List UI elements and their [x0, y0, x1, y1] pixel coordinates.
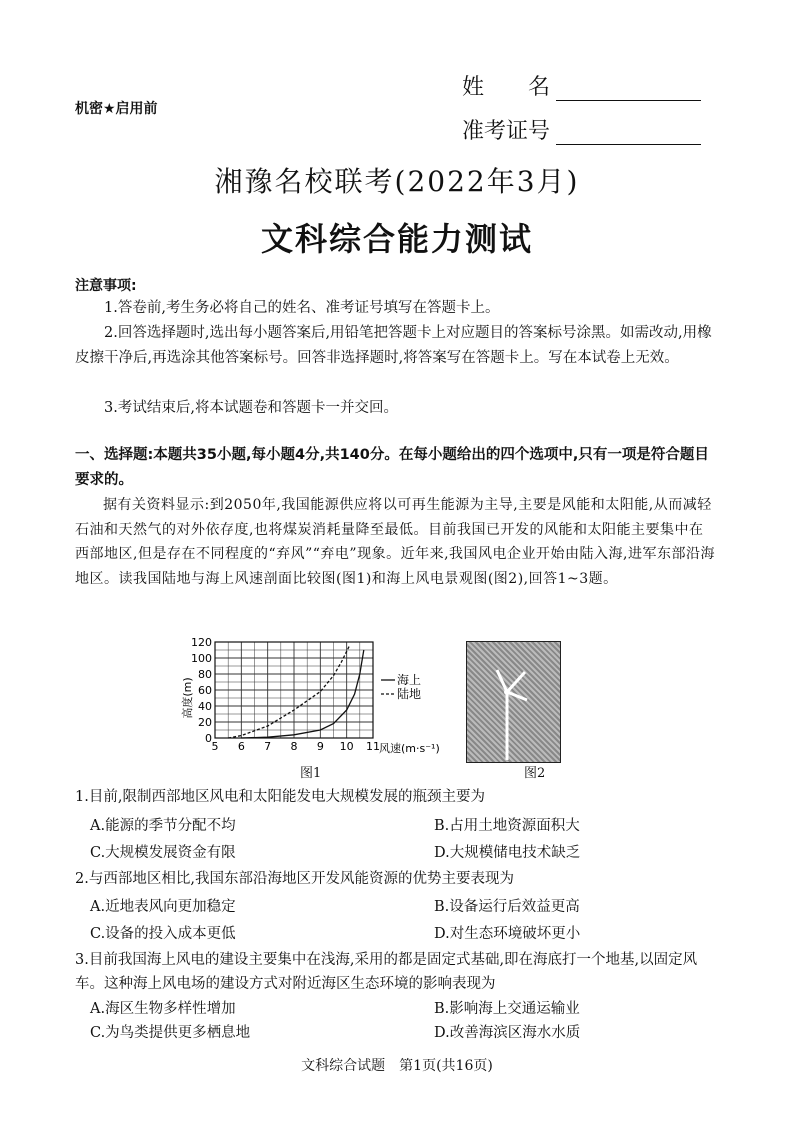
legend-sea-label: 海上: [397, 673, 422, 687]
y-tick-label: 40: [198, 700, 212, 713]
name-label: 姓 名: [462, 75, 551, 100]
x-tick-label: 10: [339, 740, 354, 753]
chart-series: [228, 646, 364, 738]
x-tick-label: 11: [366, 740, 380, 753]
legend-land-label: 陆地: [397, 687, 422, 701]
x-tick-label: 9: [316, 740, 324, 753]
id-label: 准考证号: [462, 119, 551, 144]
question-2-option-d: D.对生态环境破坏更小: [434, 926, 581, 942]
notice-item-3: 3.考试结束后,将本试题卷和答题卡一并交回。: [104, 400, 398, 416]
notice-item-2: 2.回答选择题时,选出每小题答案后,用铅笔把答题卡上对应题目的答案标号涂黑。如需改动,用橡皮擦干净后,再选涂其他答案标号。回答非选择题时,将答案写在答题卡上。写在本试卷上无效。: [75, 325, 712, 366]
y-tick-label: 60: [198, 684, 212, 697]
wind-profile-chart: [181, 636, 455, 758]
question-2-option-b: B.设备运行后效益更高: [434, 899, 580, 915]
question-1-option-a: A.能源的季节分配不均: [90, 818, 236, 834]
x-tick-label: 5: [211, 740, 219, 753]
question-3-option-a: A.海区生物多样性增加: [90, 1001, 236, 1017]
notice-heading: 注意事项:: [75, 278, 137, 294]
figure2-caption: 图2: [524, 766, 546, 781]
y-tick-label: 120: [191, 636, 212, 649]
x-tick-label: 8: [290, 740, 298, 753]
question-1-stem: 1.目前,限制西部地区风电和太阳能发电大规模发展的瓶颈主要为: [75, 789, 485, 805]
material-text: 据有关资料显示:到2050年,我国能源供应将以可再生能源为主导,主要是风能和太阳能,从而减轻石油和天然气的对外依存度,也将煤炭消耗量降至最低。目前我国已开发的风能和太阳能主要集中在西部地区,但是存在不同程度的“弃风”“弃电”现象。近年来,我国风电企业开始由陆入海,进军东部沿海地区。读我国陆地与海上风速剖面比较图(图1)和海上风电景观图(图2),回答1~3题。: [75, 497, 715, 587]
x-axis-label: 风速(m·s⁻¹): [379, 742, 440, 755]
x-tick-label: 6: [237, 740, 245, 753]
name-field: [462, 70, 701, 101]
y-tick-label: 0: [205, 732, 212, 745]
exam-title: 湘豫名校联考(2022年3月): [214, 165, 580, 198]
question-3-stem: 3.目前我国海上风电的建设主要集中在浅海,采用的都是固定式基础,即在海底打一个地基,以固定风车。这种海上风电场的建设方式对附近海区生态环境的影响表现为: [75, 952, 698, 992]
question-1-option-d: D.大规模储电技术缺乏: [434, 845, 581, 861]
question-1-option-c: C.大规模发展资金有限: [90, 845, 236, 861]
y-tick-label: 80: [198, 668, 212, 681]
name-blank: [556, 76, 701, 101]
wind-turbine-icon: [467, 642, 560, 762]
question-2-option-c: C.设备的投入成本更低: [90, 926, 236, 942]
chart-grid: [215, 642, 373, 738]
y-tick-label: 100: [191, 652, 212, 665]
id-blank: [556, 120, 701, 145]
question-2-option-a: A.近地表风向更加稳定: [90, 899, 236, 915]
question-3-option-d: D.改善海滨区海水水质: [434, 1025, 581, 1041]
confidential-label: 机密★启用前: [75, 101, 158, 117]
main-title: 文科综合能力测试: [260, 220, 533, 258]
offshore-wind-photo: [466, 641, 561, 763]
question-3-option-b: B.影响海上交通运输业: [434, 1001, 580, 1017]
y-axis-label: 高度(m): [181, 677, 194, 719]
page-footer: 文科综合试题 第1页(共16页): [301, 1058, 493, 1074]
question-1-option-b: B.占用土地资源面积大: [434, 818, 580, 834]
section-heading: 一、选择题:本题共35小题,每小题4分,共140分。在每小题给出的四个选项中,只有一项是符合题目要求的。: [75, 447, 709, 488]
question-2-stem: 2.与西部地区相比,我国东部沿海地区开发风能资源的优势主要表现为: [75, 871, 514, 887]
id-field: [462, 114, 701, 145]
y-tick-label: 20: [198, 716, 212, 729]
x-tick-label: 7: [264, 740, 272, 753]
notice-item-1: 1.答卷前,考生务必将自己的姓名、准考证号填写在答题卡上。: [104, 300, 500, 316]
figure1-caption: 图1: [300, 766, 322, 781]
question-3-option-c: C.为鸟类提供更多栖息地: [90, 1025, 251, 1041]
series-line-sea: [241, 650, 363, 738]
